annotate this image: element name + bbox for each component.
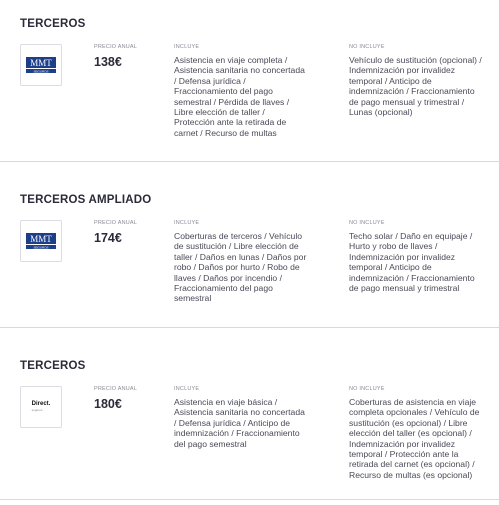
includes-line: Protección ante la retirada de	[174, 117, 287, 128]
excludes-line: Coberturas de asistencia en viaje	[349, 397, 477, 407]
includes-line: Fraccionamiento del pago	[174, 86, 273, 97]
excludes-line: de pago mensual y trimestral	[349, 283, 460, 294]
excludes-line: temporal / Anticipo de	[349, 262, 432, 273]
logo-text: Direct.	[31, 401, 51, 407]
logo-subtext: SEGUROS	[33, 69, 49, 74]
excludes-label: NO INCLUYE	[349, 386, 385, 392]
logo-text: MMT	[30, 58, 52, 68]
offer-card	[0, 162, 499, 328]
price-value: 174€	[94, 231, 122, 245]
logo-text: MMT	[30, 234, 52, 244]
excludes-line: Techo solar / Daño en equipaje /	[349, 231, 473, 241]
includes-line: semestral / Pérdida de llaves /	[174, 96, 290, 107]
includes-line: Asistencia en viaje básica /	[174, 397, 278, 407]
includes-line: de sustitución / Libre elección de	[174, 241, 299, 252]
offer-title: TERCEROS	[20, 18, 86, 30]
includes-line: Asistencia sanitaria no concertada	[174, 65, 305, 76]
includes-line: semestral	[174, 293, 212, 304]
excludes-line: de pago mensual y trimestral /	[349, 96, 465, 107]
includes-line: Fraccionamiento del pago	[174, 283, 273, 294]
excludes-line: Vehículo de sustitución (opcional) /	[349, 55, 482, 65]
logo-subtext: seguros	[31, 408, 43, 412]
mmt-seguros-logo-icon	[25, 232, 57, 250]
offer-card	[0, 0, 499, 162]
price-label: PRECIO ANUAL	[94, 44, 138, 50]
excludes-line: Indemnización por invalidez	[349, 251, 456, 262]
offer-title: TERCEROS AMPLIADO	[20, 194, 152, 206]
includes-list	[174, 397, 324, 449]
includes-line: carnet / Recurso de multas	[174, 127, 277, 138]
excludes-line: completa opcionales / Vehículo de	[349, 407, 480, 418]
insurer-logo[interactable]	[20, 44, 62, 86]
price-label: PRECIO ANUAL	[94, 220, 138, 226]
direct-seguros-logo-icon	[32, 401, 51, 413]
excludes-line: elección del taller (es opcional) /	[349, 428, 472, 439]
includes-line: / Defensa jurídica / Anticipo de	[174, 417, 291, 428]
excludes-line: Hurto y robo de llaves /	[349, 241, 438, 252]
includes-list	[174, 55, 324, 138]
includes-label: INCLUYE	[174, 220, 200, 226]
excludes-line: retirada del carnet (es opcional) /	[349, 459, 475, 470]
includes-label: INCLUYE	[174, 386, 200, 392]
price-value: 180€	[94, 397, 122, 411]
excludes-list	[349, 55, 497, 117]
excludes-line: indemnización / Fraccionamiento	[349, 272, 475, 283]
price-value: 138€	[94, 55, 122, 69]
excludes-line: sustitución (es opcional) / Libre	[349, 417, 468, 428]
offer-card	[0, 328, 499, 500]
insurer-logo[interactable]	[20, 220, 62, 262]
excludes-list	[349, 397, 497, 480]
mmt-seguros-logo-icon	[25, 56, 57, 74]
includes-line: Asistencia en viaje completa /	[174, 55, 288, 65]
includes-line: Asistencia sanitaria no concertada	[174, 407, 305, 418]
includes-line: Libre elección de taller /	[174, 107, 265, 118]
includes-line: robo / Daños por hurto / Robo de	[174, 262, 300, 273]
logo-subtext: SEGUROS	[33, 245, 49, 250]
excludes-list	[349, 231, 497, 293]
excludes-line: temporal / Protección ante la	[349, 449, 459, 460]
excludes-line: Indemnización por invalidez	[349, 65, 456, 76]
includes-line: del pago semestral	[174, 438, 247, 449]
excludes-label: NO INCLUYE	[349, 220, 385, 226]
includes-line: indemnización / Fraccionamiento	[174, 428, 300, 439]
insurer-logo[interactable]	[20, 386, 62, 428]
excludes-line: Indemnización por invalidez	[349, 438, 456, 449]
excludes-line: indemnización / Fraccionamiento	[349, 86, 475, 97]
excludes-line: Lunas (opcional)	[349, 107, 413, 118]
excludes-line: Recurso de multas (es opcional)	[349, 469, 473, 480]
price-label: PRECIO ANUAL	[94, 386, 138, 392]
includes-line: / Defensa jurídica /	[174, 75, 246, 86]
includes-line: Coberturas de terceros / Vehículo	[174, 231, 303, 241]
includes-line: llaves / Daños por incendio /	[174, 272, 282, 283]
excludes-label: NO INCLUYE	[349, 44, 385, 50]
excludes-line: temporal / Anticipo de	[349, 75, 432, 86]
offer-title: TERCEROS	[20, 360, 86, 372]
includes-line: taller / Daños en lunas / Daños por	[174, 251, 307, 262]
includes-list	[174, 231, 324, 304]
includes-label: INCLUYE	[174, 44, 200, 50]
